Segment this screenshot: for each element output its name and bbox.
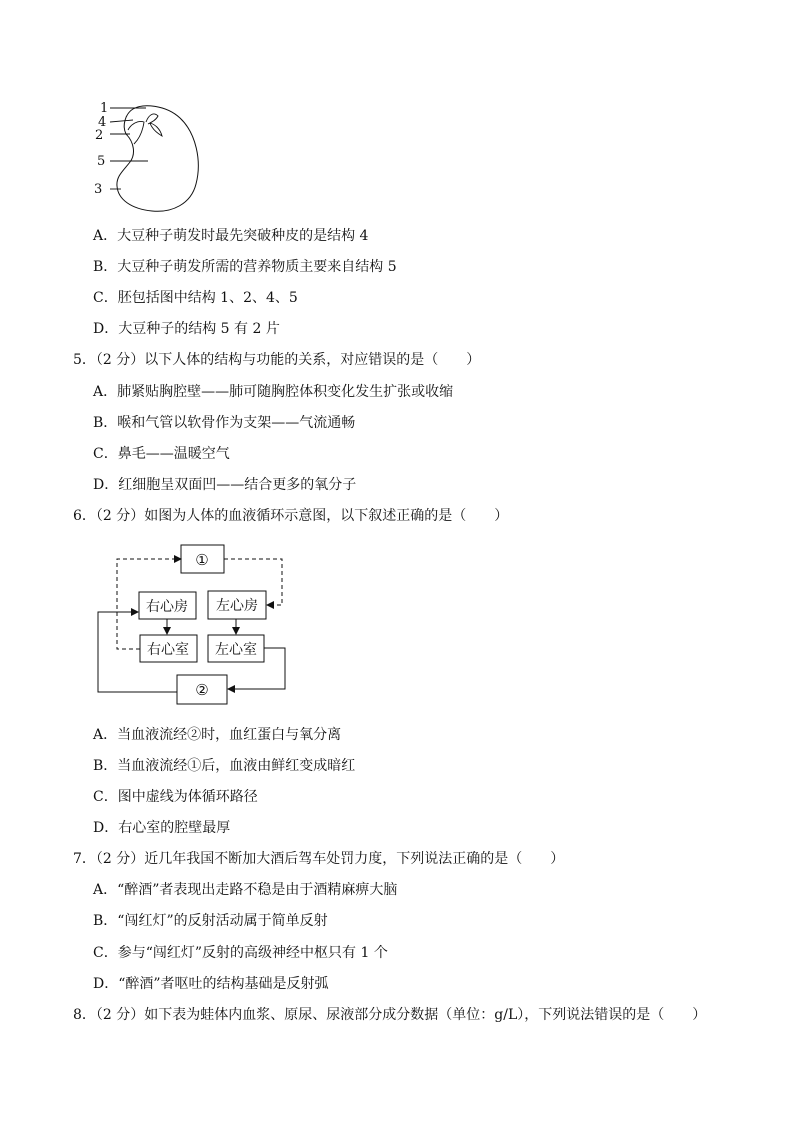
q5-option-c: C．鼻毛——温暖空气 — [93, 446, 230, 462]
label-left-atrium: 左心房 — [216, 598, 258, 614]
q5-stem: 5．（2 分）以下人体的结构与功能的关系，对应错误的是（ ） — [73, 352, 481, 368]
circulation-diagram — [90, 540, 310, 715]
seed-label-5: 5 — [97, 154, 106, 169]
seed-coat-outline — [117, 106, 198, 212]
label-left-ventricle: 左心室 — [215, 642, 257, 658]
plumule-shape — [146, 114, 162, 136]
q4-option-b: B．大豆种子萌发所需的营养物质主要来自结构 5 — [93, 259, 397, 275]
q5-option-b: B．喉和气管以软骨作为支架——气流通畅 — [93, 415, 356, 431]
label-circle-2: ② — [195, 681, 209, 699]
label-right-ventricle: 右心室 — [147, 642, 189, 658]
q8-stem: 8．（2 分）如下表为蛙体内血浆、原尿、尿液部分成分数据（单位：g/L），下列说法错误的是（ ） — [73, 1007, 707, 1023]
q7-option-b: B．“闯红灯”的反射活动属于简单反射 — [93, 913, 328, 929]
q6-option-a: A．当血液流经②时，血红蛋白与氧分离 — [93, 727, 342, 743]
label-circle-1: ① — [195, 551, 209, 569]
seed-label-1: 1 — [100, 101, 109, 116]
q7-option-c: C．参与“闯红灯”反射的高级神经中枢只有 1 个 — [93, 945, 388, 961]
q7-option-d: D．“醉酒”者呕吐的结构基础是反射弧 — [93, 976, 329, 992]
q4-option-d: D．大豆种子的结构 5 有 2 片 — [93, 321, 280, 337]
q5-option-d: D．红细胞呈双面凹——结合更多的氧分子 — [93, 477, 357, 493]
seed-label-4: 4 — [98, 115, 107, 130]
q5-option-a: A．肺紧贴胸腔壁——肺可随胸腔体积变化发生扩张或收缩 — [93, 384, 454, 400]
q6-option-b: B．当血液流经①后，血液由鲜红变成暗红 — [93, 758, 356, 774]
seed-label-3: 3 — [94, 182, 103, 197]
q6-option-c: C．图中虚线为体循环路径 — [93, 789, 258, 805]
bean-seed-figure — [88, 96, 228, 216]
q4-option-a: A．大豆种子萌发时最先突破种皮的是结构 4 — [93, 228, 369, 244]
q7-option-a: A．“醉酒”者表现出走路不稳是由于酒精麻痹大脑 — [93, 882, 398, 898]
q6-stem: 6．（2 分）如图为人体的血液循环示意图，以下叙述正确的是（ ） — [73, 508, 509, 524]
label-right-atrium: 右心房 — [146, 599, 188, 615]
q6-option-d: D．右心室的腔壁最厚 — [93, 820, 231, 836]
q7-stem: 7．（2 分）近几年我国不断加大酒后驾车处罚力度，下列说法正确的是（ ） — [73, 851, 565, 867]
seed-label-2: 2 — [95, 128, 104, 143]
q4-option-c: C．胚包括图中结构 1、2、4、5 — [93, 290, 298, 306]
